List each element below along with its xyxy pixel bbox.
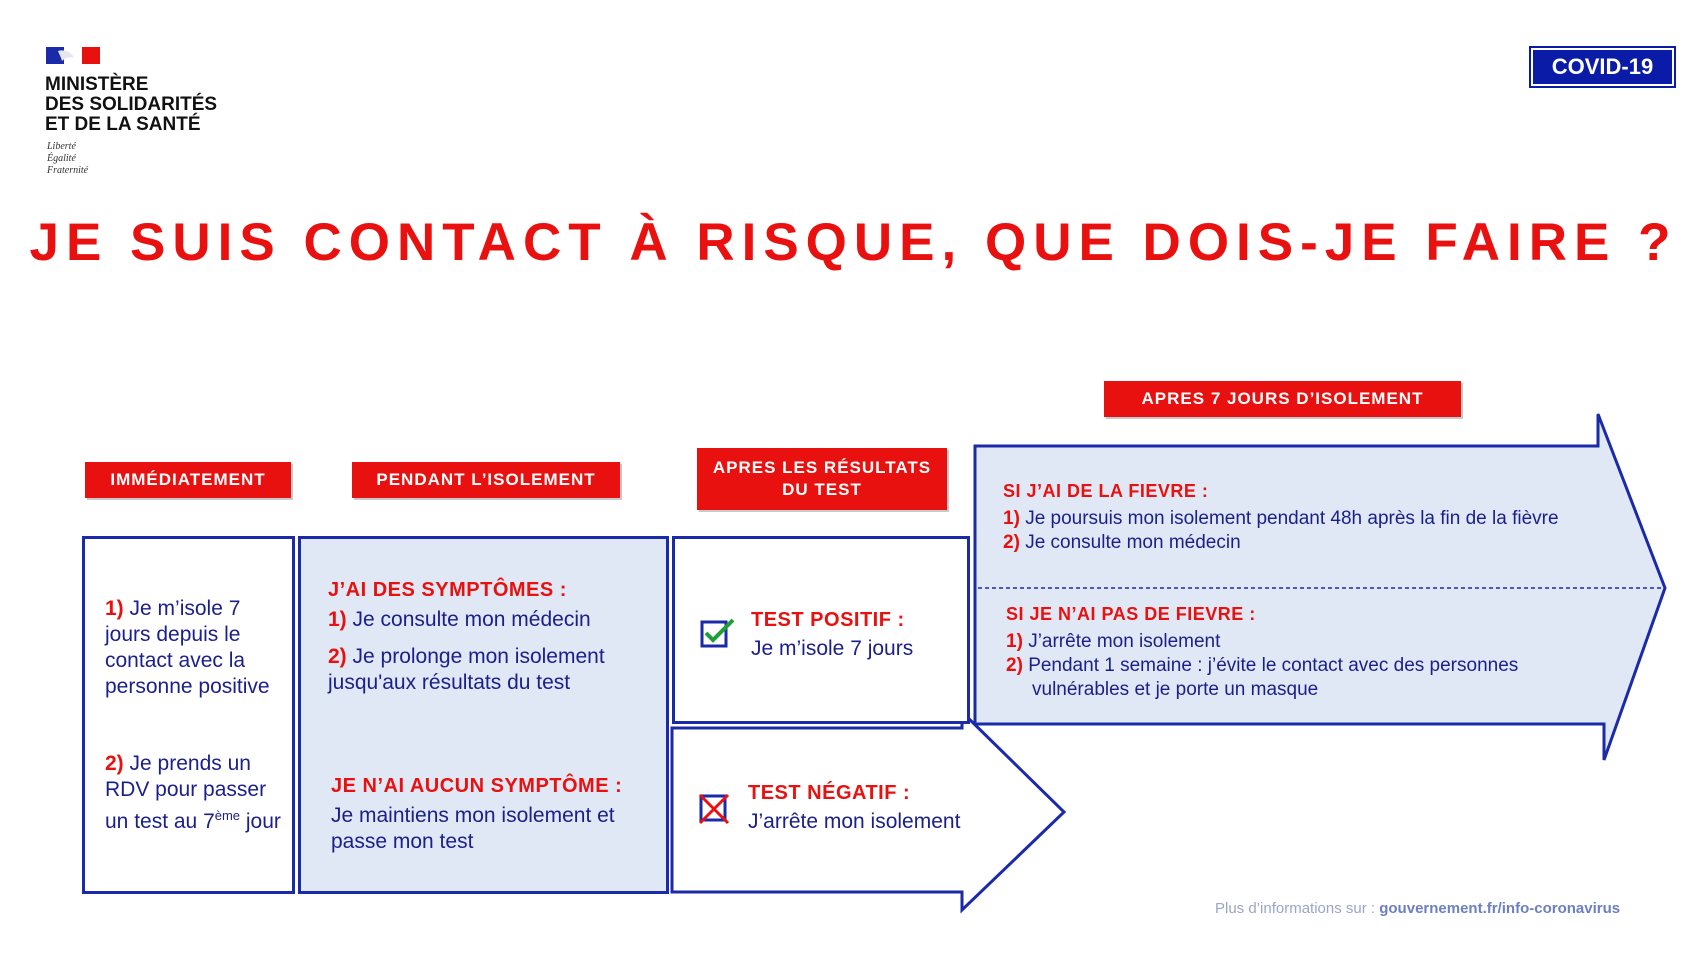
step-number: 1) — [1003, 508, 1020, 529]
marianne-flag-icon — [46, 47, 100, 64]
label-during-isolation: PENDANT L’ISOLEMENT — [352, 462, 620, 498]
step-text: Je poursuis mon isolement pendant 48h après la fin de la fièvre — [1025, 508, 1559, 529]
box-during-isolation — [298, 536, 669, 894]
test-negative-text: J’arrête mon isolement — [748, 810, 961, 833]
footer-prefix: Plus d’informations sur : — [1215, 900, 1380, 917]
fever-step-2 — [1003, 531, 1241, 554]
republic-motto — [47, 141, 88, 177]
test-negative-heading: TEST NÉGATIF : — [748, 782, 911, 804]
checkbox-check-icon — [700, 617, 736, 649]
label-after-results-line2: DU TEST — [782, 480, 862, 499]
immediately-step-2 — [105, 751, 285, 835]
label-after-7days: APRES 7 JOURS D’ISOLEMENT — [1104, 381, 1461, 417]
symptoms-step-2 — [328, 644, 648, 696]
no-symptoms-heading: JE N’AI AUCUN SYMPTÔME : — [331, 775, 623, 797]
motto-liberte: Liberté — [47, 141, 76, 152]
page-title: JE SUIS CONTACT À RISQUE, QUE DOIS-JE FAIRE ? — [29, 213, 1678, 272]
step-number: 1) — [1006, 631, 1023, 652]
box-immediately — [82, 536, 295, 894]
label-immediately: IMMÉDIATEMENT — [85, 462, 291, 498]
symptoms-step-1 — [328, 607, 648, 633]
no-fever-step-2 — [1006, 654, 1518, 702]
step-number: 2) — [1006, 655, 1023, 676]
after-7days-arrow — [975, 414, 1665, 760]
fever-step-1 — [1003, 507, 1559, 530]
ministry-line-3: ET DE LA SANTÉ — [45, 114, 201, 135]
box-test-positive — [672, 536, 970, 724]
covid-badge: COVID-19 — [1533, 50, 1672, 84]
step-text-end: jour — [240, 810, 281, 833]
footer-info — [1215, 900, 1620, 917]
step-text: Je prends un RDV pour passer un test au 7 — [105, 752, 267, 833]
step-text-cont: vulnérables et je porte un masque — [1032, 679, 1319, 700]
step-text: J’arrête mon isolement — [1028, 631, 1221, 652]
fever-heading: SI J’AI DE LA FIEVRE : — [1003, 481, 1209, 501]
step-text: Je consulte mon médecin — [1025, 532, 1241, 553]
step-number: 1) — [328, 608, 347, 631]
step-text: Pendant 1 semaine : j’évite le contact avec des personnes — [1028, 655, 1519, 676]
ministry-line-1: MINISTÈRE — [45, 74, 149, 95]
immediately-step-1 — [105, 596, 285, 700]
step-text: Je prolonge mon isolement jusqu'aux résultats du test — [328, 645, 605, 694]
test-positive-heading: TEST POSITIF : — [751, 609, 905, 631]
no-symptoms-text: Je maintiens mon isolement et passe mon test — [331, 804, 615, 853]
step-number: 2) — [1003, 532, 1020, 553]
no-fever-step-1 — [1006, 630, 1220, 653]
step-number: 2) — [328, 645, 347, 668]
motto-egalite: Égalité — [47, 153, 76, 164]
motto-fraternite: Fraternité — [47, 165, 89, 176]
superscript: ème — [214, 808, 241, 823]
step-number: 1) — [105, 597, 124, 620]
footer-link[interactable]: gouvernement.fr/info-coronavirus — [1379, 900, 1621, 917]
ministry-name — [45, 75, 217, 135]
step-text: Je consulte mon médecin — [352, 608, 591, 631]
test-positive-text: Je m’isole 7 jours — [751, 637, 914, 660]
symptoms-heading: J’AI DES SYMPTÔMES : — [328, 579, 567, 601]
label-after-results — [697, 448, 947, 510]
ministry-line-2: DES SOLIDARITÉS — [45, 94, 218, 115]
step-number: 2) — [105, 752, 124, 775]
no-fever-heading: SI JE N’AI PAS DE FIEVRE : — [1006, 604, 1256, 624]
checkbox-cross-icon — [697, 792, 731, 826]
label-after-results-line1: APRES LES RÉSULTATS — [712, 458, 932, 477]
step-text: Je m’isole 7 jours depuis le contact avec la personne positive — [105, 597, 270, 698]
